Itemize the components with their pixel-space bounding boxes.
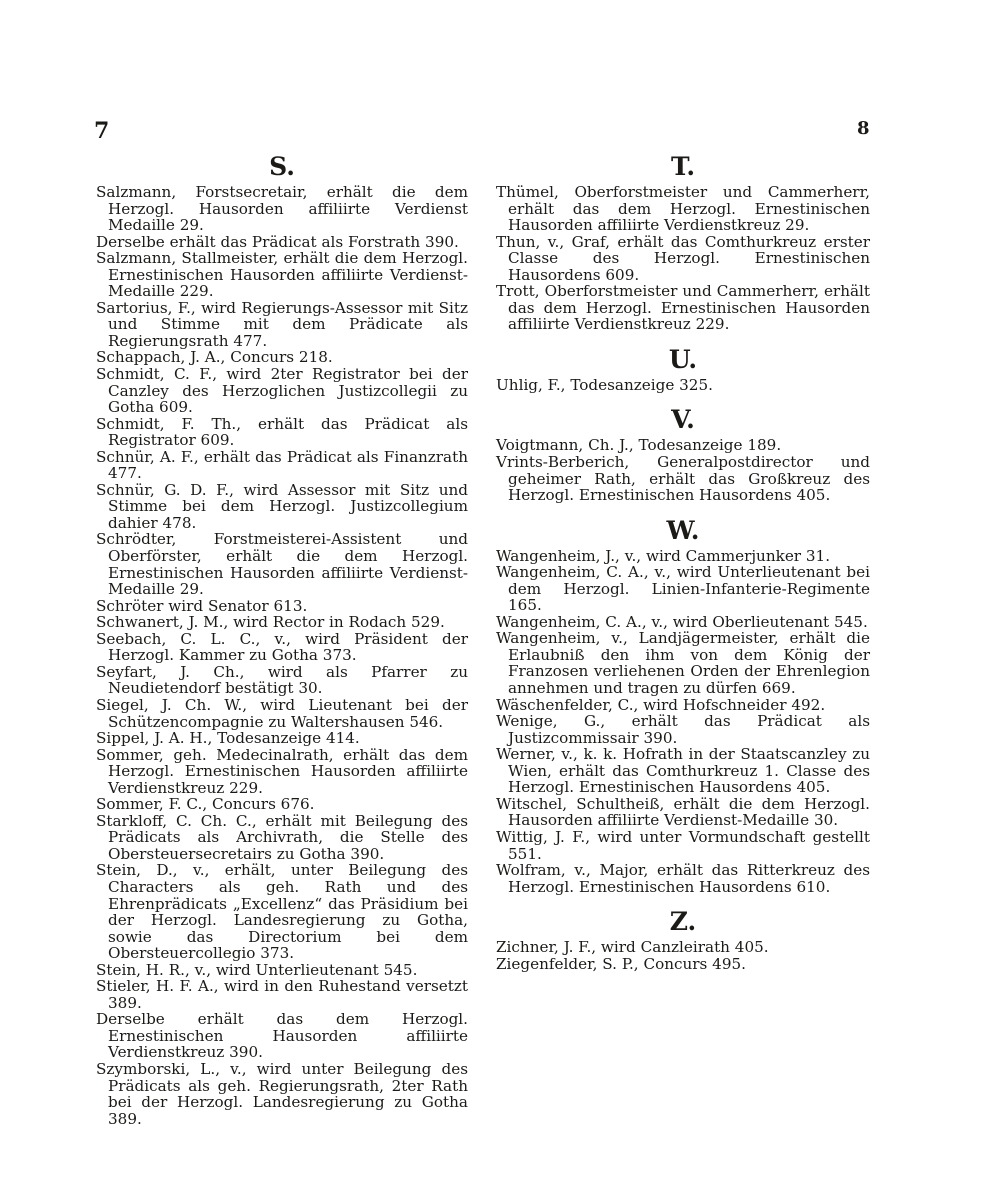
register-entry: Ziegenfelder, S. P., Concurs 495. — [496, 954, 746, 973]
register-entry: Wangenheim, v., Landjägermeister, erhält die Erlaubniß den ihm von dem König der Franzosen verliehenen Orden der Ehrenlegion annehmen und tragen zu dürfen 669. — [496, 629, 870, 698]
register-entry: Salzmann, Stallmeister, erhält die dem Herzogl. Ernestinischen Hausorden affiliirte Verdienst-Medaille 229. — [96, 249, 468, 301]
register-entry: Schappach, J. A., Concurs 218. — [96, 348, 333, 367]
page-number-right: 8 — [857, 118, 870, 139]
register-entry: Derselbe erhält das Prädicat als Forstrath 390. — [96, 232, 459, 251]
register-entry: Stieler, H. F. A., wird in den Ruhestand versetzt 389. — [96, 977, 468, 1012]
section-heading-t: T. — [670, 152, 696, 181]
register-entry: Stein, D., v., erhält, unter Beilegung des Characters als geh. Rath und des Ehrenprädicats „Excellenz“ das Präsidium bei der Herzogl. Landesregierung zu Gotha, sowie das Directorium bei dem Obersteuercollegio 373. — [96, 861, 468, 963]
register-entry: Schmidt, C. F., wird 2ter Registrator bei der Canzley des Herzoglichen Justizcollegii zu Gotha 609. — [96, 365, 468, 417]
register-entry: Zichner, J. F., wird Canzleirath 405. — [496, 938, 769, 957]
register-entry: Wittig, J. F., wird unter Vormundschaft gestellt 551. — [496, 827, 870, 863]
register-entry: Voigtmann, Ch. J., Todesanzeige 189. — [496, 436, 782, 455]
register-entry: Sommer, geh. Medecinalrath, erhält das dem Herzogl. Ernestinischen Hausorden affiliirte Verdienstkreuz 229. — [96, 745, 468, 797]
register-entry: Thun, v., Graf, erhält das Comthurkreuz erster Classe des Herzogl. Ernestinischen Hausordens 609. — [496, 232, 870, 284]
register-entry: Uhlig, F., Todesanzeige 325. — [496, 375, 713, 394]
register-entry: Schnür, A. F., erhält das Prädicat als Finanzrath 477. — [96, 447, 468, 483]
section-heading-z: Z. — [669, 907, 697, 937]
entry-list-s — [96, 184, 468, 1127]
register-entry: Wangenheim, C. A., v., wird Unterlieutenant bei dem Herzogl. Linien-Infanterie-Regimente 165. — [496, 563, 870, 615]
page-number-left: 7 — [94, 118, 110, 144]
register-entry: Siegel, J. Ch. W., wird Lieutenant bei der Schützencompagnie zu Waltershausen 546. — [96, 695, 468, 731]
section-heading-w: W. — [666, 515, 700, 545]
left-column — [96, 148, 468, 1127]
register-entry: Schmidt, F. Th., erhält das Prädicat als Registrator 609. — [96, 414, 468, 450]
register-entry: Schnür, G. D. F., wird Assessor mit Sitz und Stimme bei dem Herzogl. Justizcollegium dahier 478. — [96, 480, 468, 532]
register-entry: Schrödter, Forstmeisterei-Assistent und Oberförster, erhält die dem Herzogl. Ernestinischen Hausorden affiliirte Verdienst-Medaille 29. — [96, 530, 468, 599]
register-entry: Wangenheim, C. A., v., wird Oberlieutenant 545. — [496, 612, 868, 631]
register-entry: Witschel, Schultheiß, erhält die dem Herzogl. Hausorden affiliirte Verdienst-Medaille 30. — [496, 794, 870, 830]
register-entry: Stein, H. R., v., wird Unterlieutenant 545. — [96, 960, 418, 979]
register-entry: Wäschenfelder, C., wird Hofschneider 492. — [496, 695, 826, 714]
register-entry: Trott, Oberforstmeister und Cammerherr, erhält das dem Herzogl. Ernestinischen Hausorden affiliirte Verdienstkreuz 229. — [496, 282, 870, 334]
register-entry: Starkloff, C. Ch. C., erhält mit Beilegung des Prädicats als Archivrath, die Stelle des Obersteuersecretairs zu Gotha 390. — [96, 811, 468, 863]
register-entry: Sartorius, F., wird Regierungs-Assessor mit Sitz und Stimme mit dem Prädicate als Regierungsrath 477. — [96, 298, 468, 350]
section-heading-u: U. — [668, 344, 698, 374]
register-entry: Wangenheim, J., v., wird Cammerjunker 31. — [496, 546, 831, 565]
section-heading-v: V. — [671, 405, 695, 435]
register-entry: Thümel, Oberforstmeister und Cammerherr, erhält das dem Herzogl. Ernestinischen Hausorden affiliirte Verdienstkreuz 29. — [496, 183, 870, 235]
section-heading-s: S. — [269, 152, 295, 181]
register-entry: Salzmann, Forstsecretair, erhält die dem Herzogl. Hausorden affiliirte Verdienst Medaille 29. — [96, 183, 468, 235]
register-entry: Seyfart, J. Ch., wird als Pfarrer zu Neudietendorf bestätigt 30. — [96, 662, 468, 698]
register-entry: Wenige, G., erhält das Prädicat als Justizcommissair 390. — [496, 712, 870, 747]
register-entry: Werner, v., k. k. Hofrath in der Staatscanzley zu Wien, erhält das Comthurkreuz 1. Classe des Herzogl. Ernestinischen Hausordens 405. — [496, 745, 870, 797]
register-entry: Vrints-Berberich, Generalpostdirector und geheimer Rath, erhält das Großkreuz des Herzogl. Ernestinischen Hausordens 405. — [496, 453, 870, 505]
right-column — [496, 148, 870, 972]
register-entry: Seebach, C. L. C., v., wird Präsident der Herzogl. Kammer zu Gotha 373. — [96, 629, 468, 665]
register-entry: Derselbe erhält das dem Herzogl. Ernestinischen Hausorden affiliirte Verdienstkreuz 390. — [96, 1010, 468, 1062]
register-entry: Schwanert, J. M., wird Rector in Rodach 529. — [96, 613, 445, 632]
register-entry: Schröter wird Senator 613. — [96, 596, 308, 615]
register-entry: Sippel, J. A. H., Todesanzeige 414. — [96, 729, 360, 748]
register-entry: Wolfram, v., Major, erhält das Ritterkreuz des Herzogl. Ernestinischen Hausordens 610. — [496, 861, 870, 896]
register-entry: Sommer, F. C., Concurs 676. — [96, 795, 315, 814]
register-entry: Szymborski, L., v., wird unter Beilegung des Prädicats als geh. Regierungsrath, 2ter Rath bei der Herzogl. Landesregierung zu Gotha 389. — [96, 1059, 468, 1128]
